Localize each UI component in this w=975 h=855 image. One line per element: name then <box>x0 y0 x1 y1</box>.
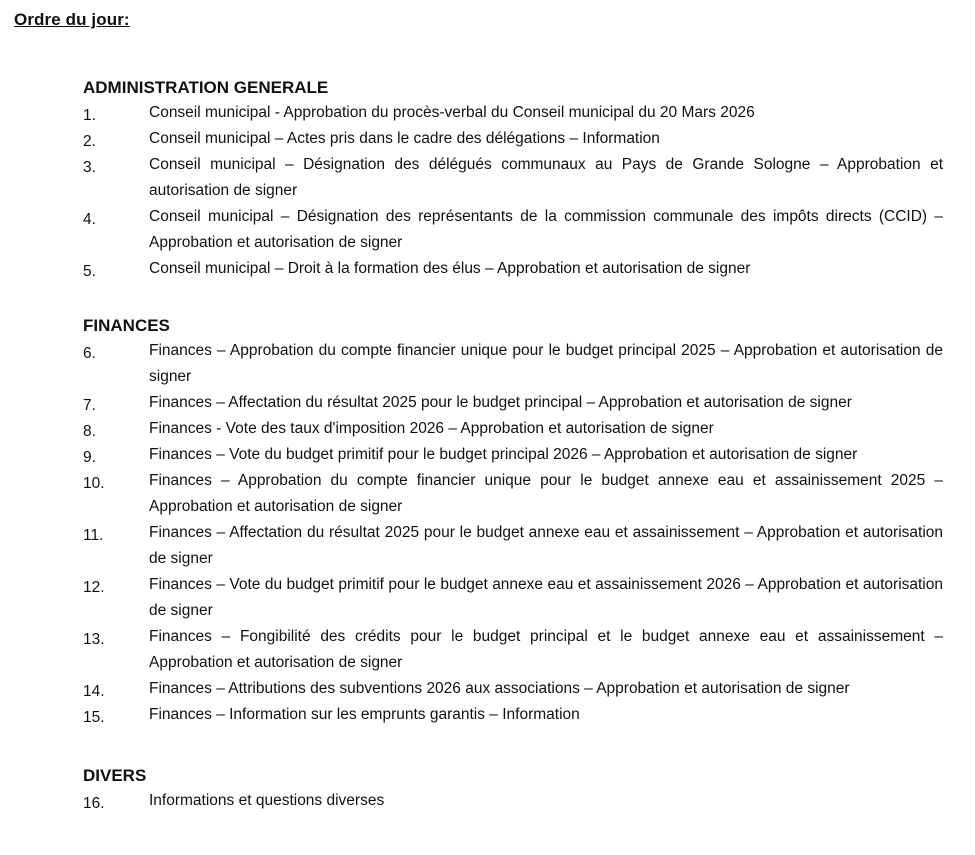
agenda-item <box>83 204 943 256</box>
item-text: Finances – Approbation du compte financier unique pour le budget annexe eau et assainissement 2025 – Approbation et autorisation de signer <box>149 472 943 515</box>
item-text: Conseil municipal – Désignation des représentants de la commission communale des impôts directs (CCID) – Approbation et autorisation de signer <box>149 208 943 251</box>
item-text: Informations et questions diverses <box>149 792 385 809</box>
agenda-item <box>83 624 943 676</box>
item-text: Finances – Affectation du résultat 2025 pour le budget annexe eau et assainissement – Approbation et autorisation de signer <box>149 524 943 567</box>
item-text: Finances – Attributions des subventions 2026 aux associations – Approbation et autorisation de signer <box>149 680 850 697</box>
section-title: ADMINISTRATION GENERALE <box>83 78 329 97</box>
agenda-item <box>83 468 943 520</box>
item-number: 13. <box>83 631 105 648</box>
item-number: 16. <box>83 795 105 812</box>
agenda-item <box>83 416 943 442</box>
item-text: Finances – Approbation du compte financier unique pour le budget principal 2025 – Approbation et autorisation de signer <box>149 342 943 385</box>
agenda-item <box>83 520 943 572</box>
item-text: Finances – Vote du budget primitif pour le budget annexe eau et assainissement 2026 – Approbation et autorisation de signer <box>149 576 943 619</box>
page-title: Ordre du jour: <box>14 10 130 29</box>
item-text: Finances - Vote des taux d'imposition 2026 – Approbation et autorisation de signer <box>149 420 714 437</box>
section-divers <box>83 764 943 814</box>
item-text: Finances – Vote du budget primitif pour le budget principal 2026 – Approbation et autorisation de signer <box>149 446 858 463</box>
agenda-item <box>83 100 943 126</box>
agenda-item <box>83 702 943 728</box>
item-number: 7. <box>83 397 96 414</box>
item-number: 3. <box>83 159 96 176</box>
item-number: 14. <box>83 683 105 700</box>
item-text: Finances – Affectation du résultat 2025 pour le budget principal – Approbation et autorisation de signer <box>149 394 852 411</box>
item-number: 9. <box>83 449 96 466</box>
item-number: 4. <box>83 211 96 228</box>
item-text: Finances – Fongibilité des crédits pour le budget principal et le budget annexe eau et assainissement – Approbation et autorisation de signer <box>149 628 943 671</box>
item-text: Conseil municipal - Approbation du procès-verbal du Conseil municipal du 20 Mars 2026 <box>149 104 755 121</box>
item-number: 8. <box>83 423 96 440</box>
item-text: Conseil municipal – Désignation des délégués communaux au Pays de Grande Sologne – Approbation et autorisation de signer <box>149 156 943 199</box>
item-number: 12. <box>83 579 105 596</box>
agenda-item <box>83 442 943 468</box>
agenda-item <box>83 676 943 702</box>
agenda-item <box>83 390 943 416</box>
section-finances <box>83 314 943 728</box>
agenda-item <box>83 338 943 390</box>
agenda-item <box>83 256 943 282</box>
agenda-item <box>83 126 943 152</box>
section-administration-generale <box>83 76 943 282</box>
item-number: 5. <box>83 263 96 280</box>
item-number: 11. <box>83 527 104 544</box>
item-text: Conseil municipal – Actes pris dans le cadre des délégations – Information <box>149 130 660 147</box>
agenda-list <box>83 338 943 728</box>
agenda-item <box>83 788 943 814</box>
item-number: 15. <box>83 709 105 726</box>
item-text: Finances – Information sur les emprunts garantis – Information <box>149 706 580 723</box>
agenda-item <box>83 152 943 204</box>
item-number: 6. <box>83 345 96 362</box>
item-text: Conseil municipal – Droit à la formation des élus – Approbation et autorisation de signer <box>149 260 751 277</box>
section-title: FINANCES <box>83 316 170 335</box>
section-title: DIVERS <box>83 766 147 785</box>
agenda-list <box>83 100 943 282</box>
item-number: 1. <box>83 107 96 124</box>
agenda-item <box>83 572 943 624</box>
item-number: 10. <box>83 475 105 492</box>
item-number: 2. <box>83 133 96 150</box>
agenda-list <box>83 788 943 814</box>
